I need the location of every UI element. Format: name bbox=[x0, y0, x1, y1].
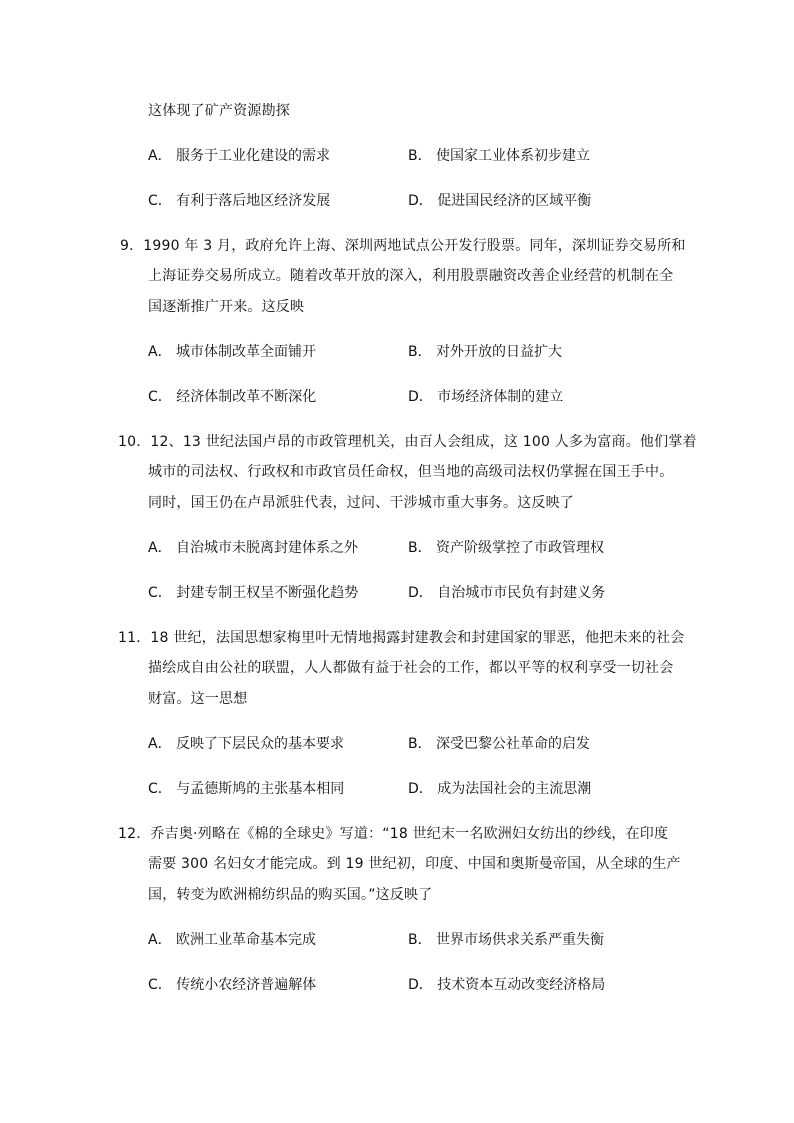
q11-option-c[interactable]: C． 与孟德斯鸠的主张基本相同 bbox=[148, 781, 345, 797]
q9-stem-line2: 上海证券交易所成立。随着改革开放的深入，利用股票融资改善企业经营的机制在全 bbox=[148, 268, 674, 284]
q10-stem-line3: 同时，国王仍在卢昂派驻代表，过问、干涉城市重大事务。这反映了 bbox=[148, 495, 574, 511]
q11-stem-line2: 描绘成自由公社的联盟，人人都做有益于社会的工作，都以平等的权利享受一切社会 bbox=[148, 660, 674, 676]
q9-option-a[interactable]: A． 城市体制改革全面铺开 bbox=[148, 344, 317, 360]
q9-stem-line1: 9．1990 年 3 月，政府允许上海、深圳两地试点公开发行股票。同年，深圳证券交易所和 bbox=[120, 238, 686, 254]
q10-stem-line1: 10．12、13 世纪法国卢昂的市政管理机关，由百人会组成，这 100 人多为富商。他们掌着 bbox=[118, 434, 697, 450]
q8-option-a[interactable]: A． 服务于工业化建设的需求 bbox=[148, 148, 331, 164]
q12-stem-line1: 12．乔吉奥·列略在《棉的全球史》写道：“18 世纪末一名欧洲妇女纺出的纱线，在印度 bbox=[118, 826, 669, 842]
q11-option-b[interactable]: B． 深受巴黎公社革命的启发 bbox=[408, 736, 591, 752]
q11-option-a[interactable]: A． 反映了下层民众的基本要求 bbox=[148, 736, 345, 752]
q8-option-c[interactable]: C． 有利于落后地区经济发展 bbox=[148, 193, 331, 209]
q8-option-d[interactable]: D． 促进国民经济的区域平衡 bbox=[408, 193, 592, 209]
q12-option-c[interactable]: C． 传统小农经济普遍解体 bbox=[148, 977, 317, 993]
q9-option-c[interactable]: C． 经济体制改革不断深化 bbox=[148, 389, 317, 405]
q12-option-b[interactable]: B． 世界市场供求关系严重失衡 bbox=[408, 932, 605, 948]
q10-option-d[interactable]: D． 自治城市市民负有封建义务 bbox=[408, 585, 606, 601]
q11-option-d[interactable]: D． 成为法国社会的主流思潮 bbox=[408, 781, 592, 797]
q11-stem-line1: 11．18 世纪，法国思想家梅里叶无情地揭露封建教会和封建国家的罪恶，他把未来的社会 bbox=[118, 630, 685, 646]
q12-option-a[interactable]: A． 欧洲工业革命基本完成 bbox=[148, 932, 317, 948]
q9-option-b[interactable]: B． 对外开放的日益扩大 bbox=[408, 344, 563, 360]
q12-stem-line2: 需要 300 名妇女才能完成。到 19 世纪初，印度、中国和奥斯曼帝国，从全球的生产 bbox=[148, 856, 681, 872]
q11-stem-line3: 财富。这一思想 bbox=[148, 691, 248, 707]
q10-stem-line2: 城市的司法权、行政权和市政官员任命权，但当地的高级司法权仍掌握在国王手中。 bbox=[148, 464, 674, 480]
q10-option-c[interactable]: C． 封建专制王权呈不断强化趋势 bbox=[148, 585, 359, 601]
q9-stem-line3: 国逐渐推广开来。这反映 bbox=[148, 299, 305, 315]
q10-option-b[interactable]: B． 资产阶级掌控了市政管理权 bbox=[408, 540, 605, 556]
q12-stem-line3: 国，转变为欧洲棉纺织品的购买国。”这反映了 bbox=[148, 887, 433, 903]
q12-option-d[interactable]: D． 技术资本互动改变经济格局 bbox=[408, 977, 606, 993]
q9-option-d[interactable]: D． 市场经济体制的建立 bbox=[408, 389, 564, 405]
q8-option-b[interactable]: B． 使国家工业体系初步建立 bbox=[408, 148, 591, 164]
q10-option-a[interactable]: A． 自治城市未脱离封建体系之外 bbox=[148, 540, 359, 556]
q8-stem-tail: 这体现了矿产资源勘探 bbox=[148, 103, 290, 119]
